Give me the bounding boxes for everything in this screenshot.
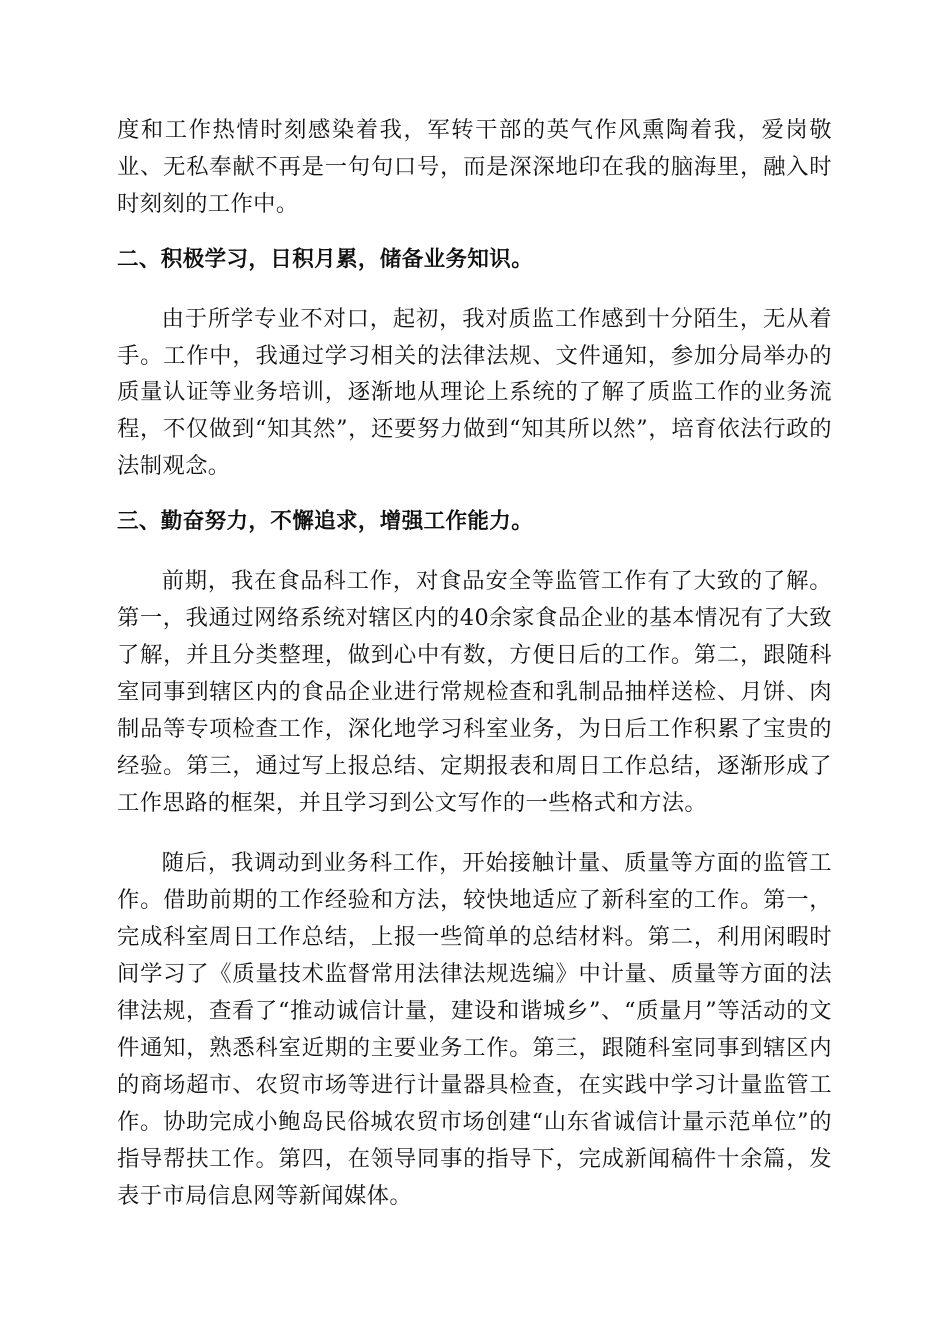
paragraph-section-2: 由于所学专业不对口，起初，我对质监工作感到十分陌生，无从着手。工作中，我通过学习相关的法律法规、文件通知，参加分局举办的质量认证等业务培训，逐渐地从理论上系统的了解了质监工作的业务流程，不仅做到“知其然”，还要努力做到“知其所以然”，培育依法行政的法制观念。 [117,305,832,480]
section-heading-3: 三、勤奋努力，不懈追求，增强工作能力。 [117,509,534,535]
paragraph-section-3-first: 前期，我在食品科工作，对食品安全等监管工作有了大致的了解。第一，我通过网络系统对辖区内的40余家食品企业的基本情况有了大致了解，并且分类整理，做到心中有数，方便日后的工作。第二，跟随科室同事到辖区内的食品企业进行常规检查和乳制品抽样送检、月饼、肉制品等专项检查工作，深化地学习科室业务，为日后工作积累了宝贵的经验。第三，通过写上报总结、定期报表和周日工作总结，逐渐形成了工作思路的框架，并且学习到公文写作的一些格式和方法。 [117,568,832,816]
paragraph-section-3-second: 随后，我调动到业务科工作，开始接触计量、质量等方面的监管工作。借助前期的工作经验和方法，较快地适应了新科室的工作。第一，完成科室周日工作总结，上报一些简单的总结材料。第二，利用闲暇时间学习了《质量技术监督常用法律法规选编》中计量、质量等方面的法律法规，查看了“推动诚信计量，建设和谐城乡”、“质量月”等活动的文件通知，熟悉科室近期的主要业务工作。第三，跟随科室同事到辖区内的商场超市、农贸市场等进行计量器具检查，在实践中学习计量监管工作。协助完成小鲍岛民俗城农贸市场创建“山东省诚信计量示范单位”的指导帮扶工作。第四，在领导同事的指导下，完成新闻稿件十余篇，发表于市局信息网等新闻媒体。 [117,850,832,1209]
document-body [117,112,832,1214]
section-heading-2: 二、积极学习，日积月累，储备业务知识。 [117,246,534,272]
paragraph-continuation: 度和工作热情时刻感染着我，军转干部的英气作风熏陶着我，爱岗敬业、无私奉献不再是一句句口号，而是深深地印在我的脑海里，融入时时刻刻的工作中。 [117,117,832,217]
